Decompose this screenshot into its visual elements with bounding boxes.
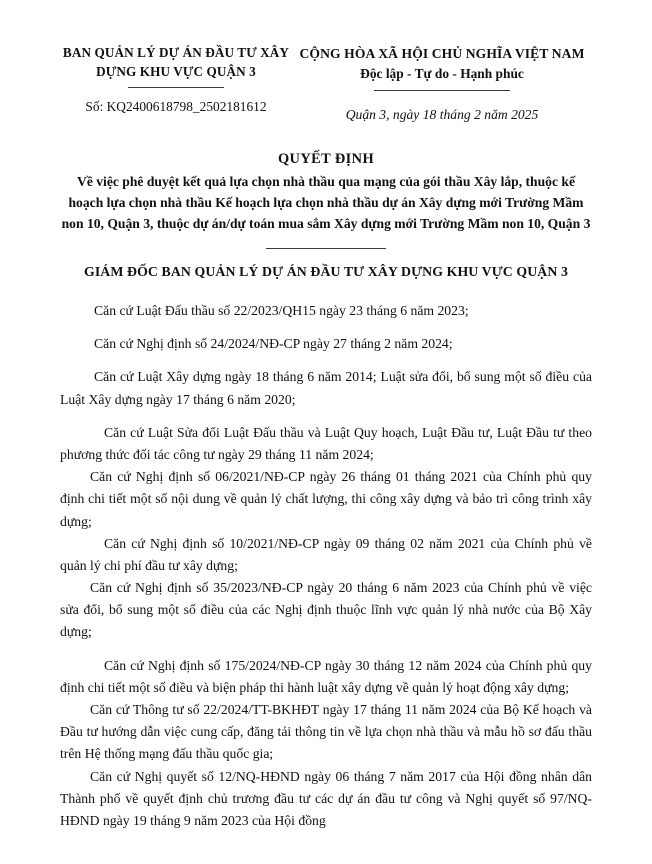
title-divider-wrapper xyxy=(60,242,592,249)
body-paragraph: Căn cứ Nghị định số 06/2021/NĐ-CP ngày 26 tháng 01 tháng 2021 của Chính phủ quy định chi tiết một số nội dung về quản lý chất lượng, thi công xây dựng và bảo trì công trình xây dựng; xyxy=(60,469,592,529)
national-title: CỘNG HÒA XÃ HỘI CHỦ NGHĨA VIỆT NAM xyxy=(299,46,585,61)
organization-divider xyxy=(128,87,224,88)
issuing-organization: BAN QUẢN LÝ DỰ ÁN ĐẦU TƯ XÂY DỰNG KHU VỰC QUẬN 3 xyxy=(62,45,290,79)
decision-subject: Về việc phê duyệt kết quả lựa chọn nhà thầu qua mạng của gói thầu Xây lắp, thuộc kế hoạch lựa chọn nhà thầu Kế hoạch lựa chọn nhà thầu dự án Xây dựng mới Trường Mầm non 10, Quận 3, thuộc dự án/dự toán mua sắm Xây dựng mới Trường Mầm non 10, Quận 3 xyxy=(61,173,591,232)
place-and-date: Quận 3, ngày 18 tháng 2 năm 2025 xyxy=(345,106,539,122)
body-paragraph: Căn cứ Nghị định số 24/2024/NĐ-CP ngày 27 tháng 2 năm 2024; xyxy=(94,336,453,352)
title-divider xyxy=(266,248,386,249)
decision-heading: QUYẾT ĐỊNH xyxy=(277,150,375,167)
body-paragraph: Căn cứ Nghị định số 10/2021/NĐ-CP ngày 09 tháng 02 năm 2021 của Chính phủ về quản lý chi phí đầu tư xây dựng; xyxy=(60,535,592,573)
document-number: Số: KQ2400618798_2502181612 xyxy=(85,99,267,115)
issuing-authority: GIÁM ĐỐC BAN QUẢN LÝ DỰ ÁN ĐẦU TƯ XÂY DỰNG KHU VỰC QUẬN 3 xyxy=(84,264,568,280)
header-right-column xyxy=(292,44,592,123)
body-paragraph: Căn cứ Luật Xây dựng ngày 18 tháng 6 năm 2014; Luật sửa đổi, bổ sung một số điều của Luật Xây dựng ngày 17 tháng 6 năm 2020; xyxy=(60,369,592,407)
document-body xyxy=(60,300,592,832)
body-paragraph: Căn cứ Luật Đấu thầu số 22/2023/QH15 ngày 23 tháng 6 năm 2023; xyxy=(94,303,469,319)
body-paragraph: Căn cứ Nghị định số 175/2024/NĐ-CP ngày 30 tháng 12 năm 2024 của Chính phủ quy định chi tiết một số điều và biện pháp thi hành luật xây dựng về quản lý hoạt động xây dựng; xyxy=(60,657,592,695)
header-left-column xyxy=(60,44,292,115)
national-motto: Độc lập - Tự do - Hạnh phúc xyxy=(360,66,524,82)
body-paragraph: Căn cứ Nghị định số 35/2023/NĐ-CP ngày 20 tháng 6 năm 2023 của Chính phủ về việc sửa đổi, bổ sung một số điều của các Nghị định thuộc lĩnh vực quản lý nhà nước của Bộ Xây dựng; xyxy=(60,580,592,640)
body-paragraph: Căn cứ Nghị quyết số 12/NQ-HĐND ngày 06 tháng 7 năm 2017 của Hội đồng nhân dân Thành phố về quyết định chủ trương đầu tư các dự án đầu tư công và Nghị quyết số 97/NQ-HĐND ngày 19 tháng 9 năm 2023 của Hội đồng xyxy=(60,768,592,828)
body-paragraph: Căn cứ Luật Sửa đổi Luật Đấu thầu và Luật Quy hoạch, Luật Đầu tư, Luật Đầu tư theo phương thức đối tác công tư ngày 29 tháng 11 năm 2024; xyxy=(60,424,592,462)
document-header xyxy=(60,0,592,123)
body-paragraph: Căn cứ Thông tư số 22/2024/TT-BKHĐT ngày 17 tháng 11 năm 2024 của Bộ Kế hoạch và Đầu tư hướng dẫn việc cung cấp, đăng tải thông tin về lựa chọn nhà thầu và mẫu hồ sơ đấu thầu trên Hệ thống mạng đấu thầu quốc gia; xyxy=(60,702,592,762)
motto-divider xyxy=(374,90,510,91)
title-block xyxy=(60,151,592,250)
